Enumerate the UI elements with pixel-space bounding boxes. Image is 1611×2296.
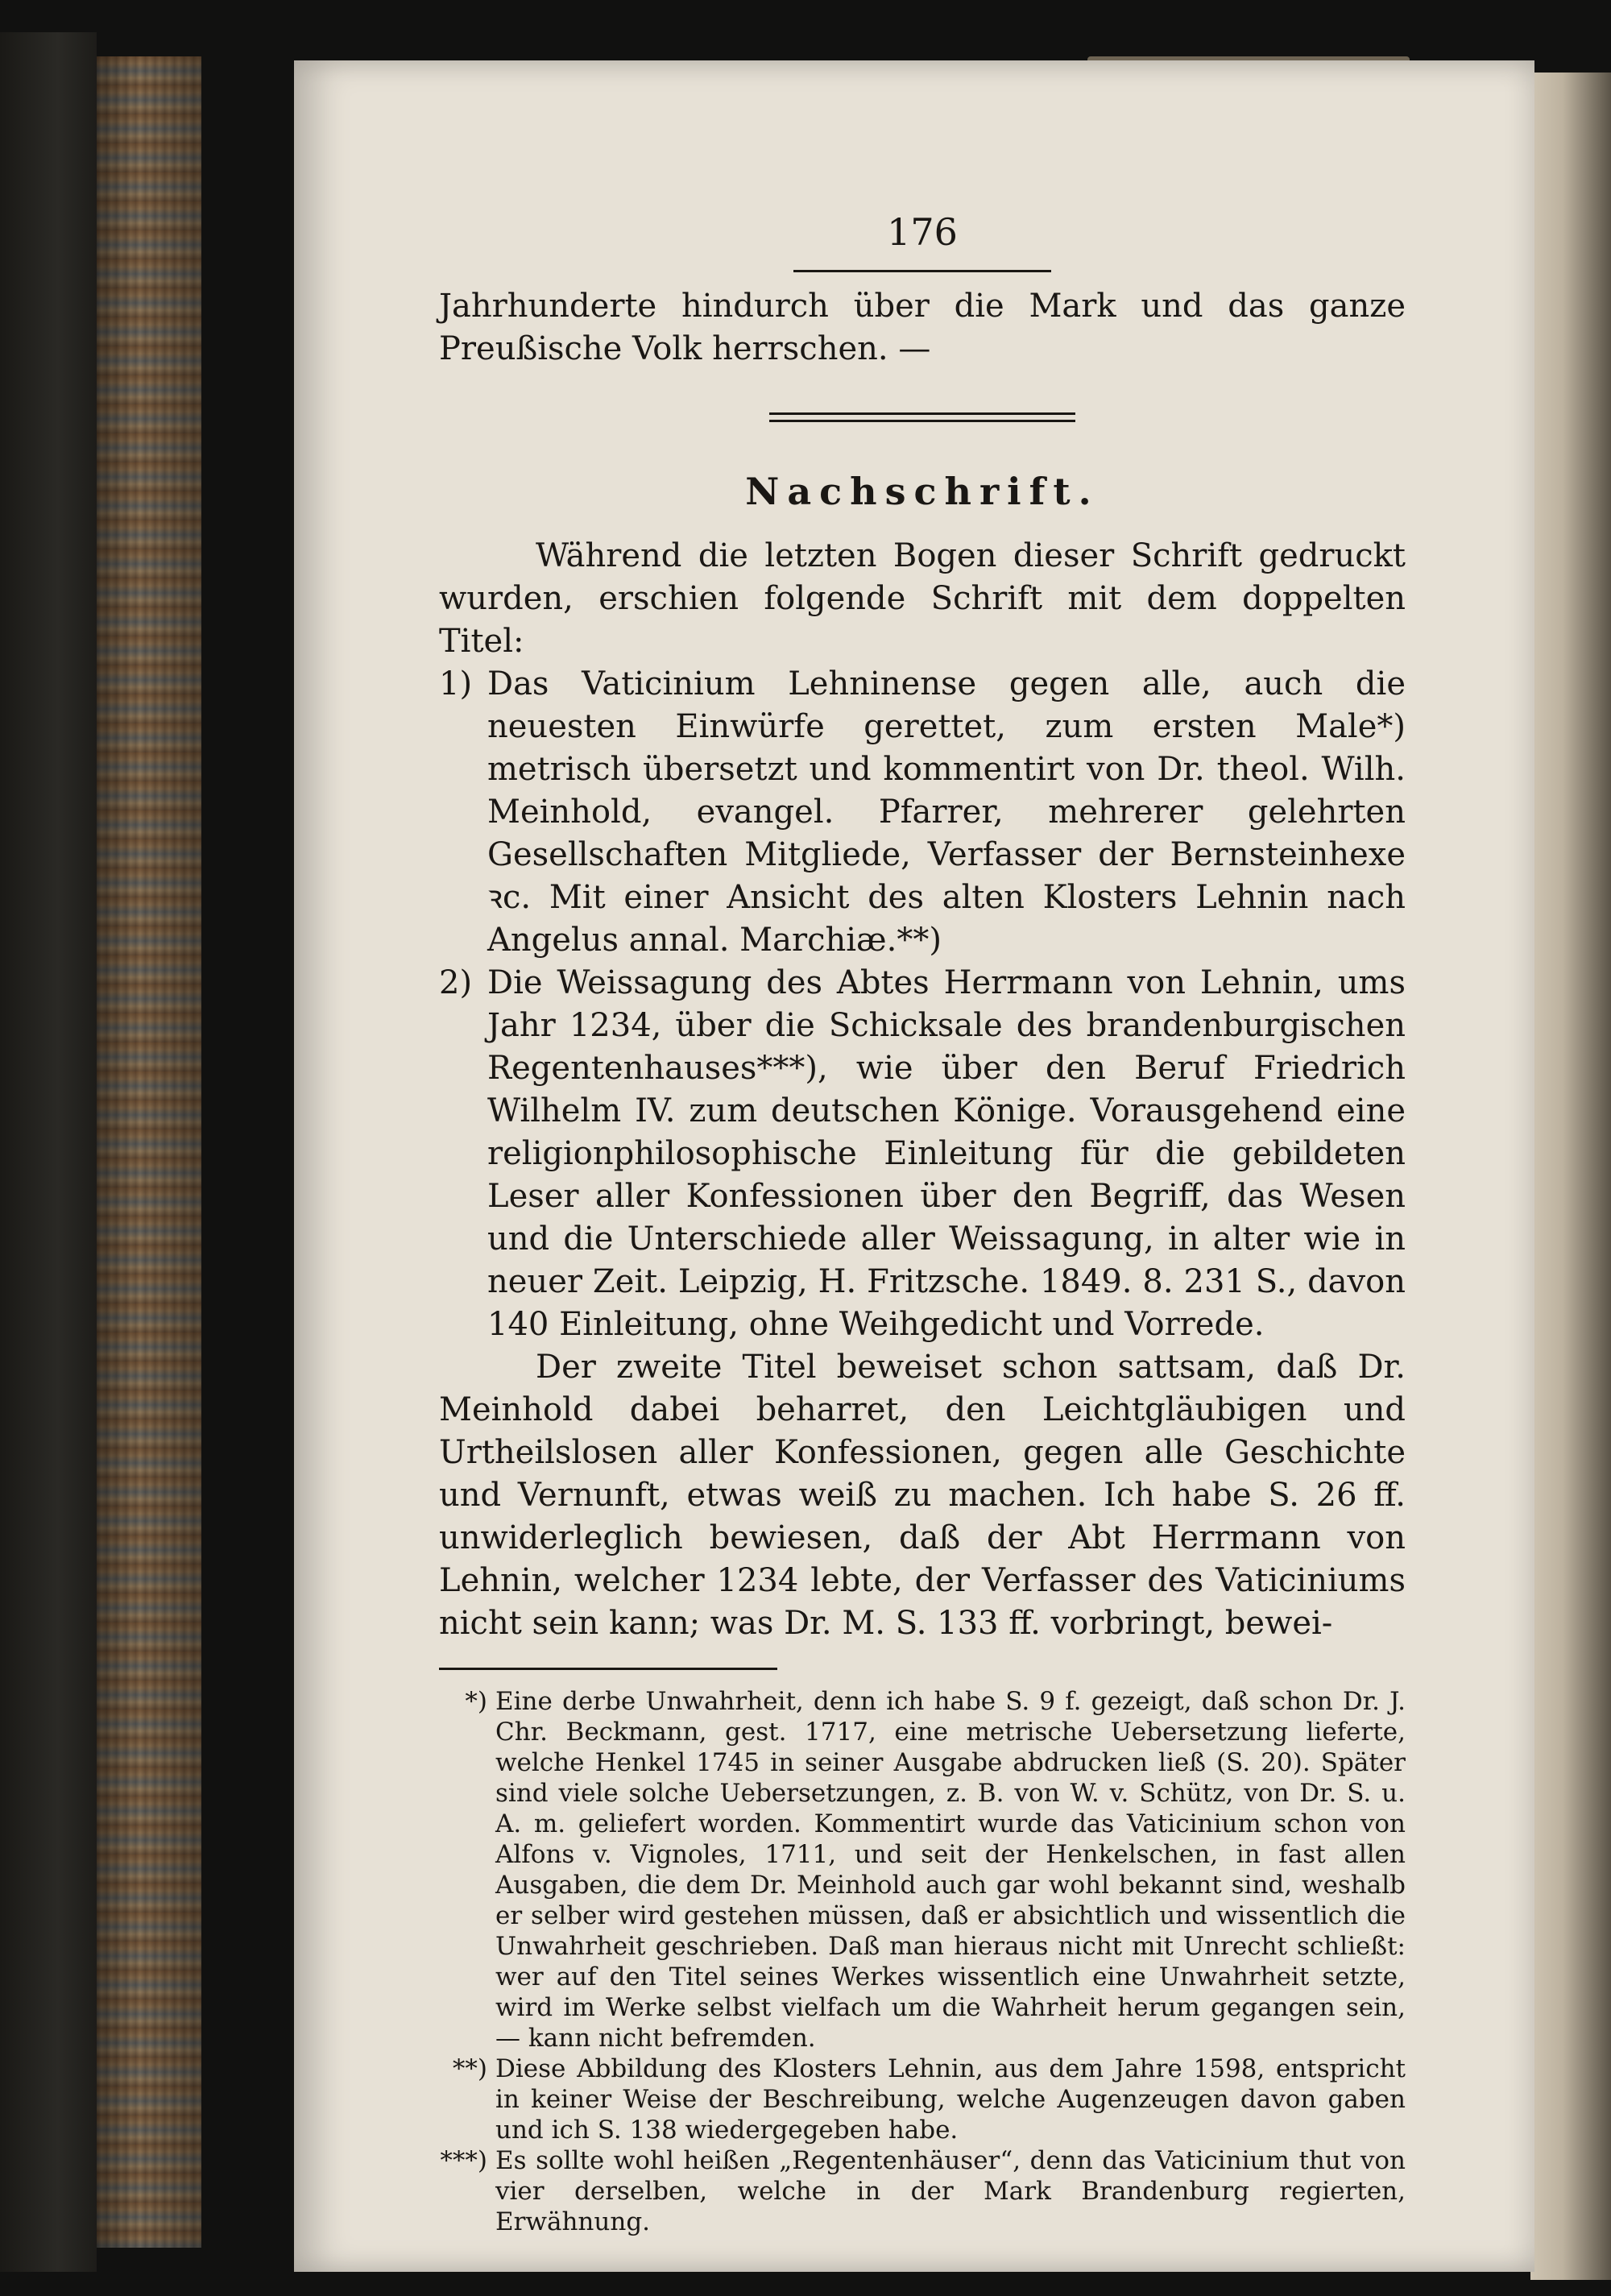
list-item-text: Das Vaticinium Lehninense gegen alle, auch die neuesten Einwürfe gerettet, zum ersten Male*) metrisch übersetzt und kommentirt von Dr. theol. Wilh. Meinhold, evangel. Pfarrer, mehrerer gelehrten Gesellschaften Mitgliede, Verfasser der Bernsteinhexe ꝛc. Mit einer Ansicht des alten Klosters Lehnin nach Angelus annal. Marchiæ.**) (487, 665, 1406, 959)
page-content (439, 210, 1406, 2237)
list-item-number: 1) (439, 665, 473, 702)
footnote (439, 2054, 1406, 2145)
footnote-text: Es sollte wohl heißen „Regentenhäuser“, denn das Vaticinium thut von vier derselben, welche in der Mark Brandenburg regierten, Erwähnung. (495, 2146, 1406, 2236)
section-divider (769, 412, 1075, 422)
facing-page-edge (1530, 73, 1611, 2280)
list-item (439, 663, 1406, 962)
footnote (439, 1686, 1406, 2054)
carryover-text: Jahrhunderte hindurch über die Mark und das ganze Preußische Volk herrschen. — (439, 288, 1406, 367)
list-item (439, 962, 1406, 1346)
footnote-mark: *) (465, 1687, 487, 1716)
footnote (439, 2145, 1406, 2237)
footnote-text: Eine derbe Unwahrheit, denn ich habe S. 9 f. gezeigt, daß schon Dr. J. Chr. Beckmann, gest. 1717, eine metrische Uebersetzung lieferte, welche Henkel 1745 in seiner Ausgabe abdrucken ließ (S. 20). Später sind viele solche Uebersetzungen, z. B. von W. v. Schütz, von Dr. S. u. A. m. geliefert worden. Kommentirt wurde das Vaticinium schon von Alfons v. Vignoles, 1711, und seit der Henkelschen, in fast allen Ausgaben, die dem Dr. Meinhold auch gar wohl bekannt sind, weshalb er selber wird gestehen müssen, daß er absichtlich und wissentlich die Unwahrheit geschrieben. Daß man hieraus nicht mit Unrecht schließt: wer auf den Titel seines Werkes wissentlich eine Unwahrheit setzte, wird im Werke selbst vielfach um die Wahrheit herum gegangen sein, — kann nicht befremden. (495, 1687, 1406, 2053)
section-title: Nachschrift. (745, 470, 1100, 513)
body-paragraph: Der zweite Titel beweiset schon sattsam, daß Dr. Meinhold dabei beharret, den Leichtgläubigen und Urtheilslosen aller Konfessionen, gegen alle Geschichte und Vernunft, etwas weiß zu machen. Ich habe S. 26 ff. unwiderleglich bewiesen, daß der Abt Herrmann von Lehnin, welcher 1234 lebte, der Verfasser des Vaticiniums nicht sein kann; was Dr. M. S. 133 ff. vorbringt, bewei- (439, 1349, 1406, 1642)
page-edge-shadow (97, 56, 201, 2248)
list-item-text: Die Weissagung des Abtes Herrmann von Lehnin, ums Jahr 1234, über die Schicksale des brandenburgischen Regentenhauses***), wie über den Beruf Friedrich Wilhelm IV. zum deutschen Könige. Vorausgehend eine religionphilosophische Einleitung für die gebildeten Leser aller Konfessionen über den Begriff, das Wesen und die Unterschiede aller Weissagung, in alter wie in neuer Zeit. Leipzig, H. Fritzsche. 1849. 8. 231 S., davon 140 Einleitung, ohne Weihgedicht und Vorrede. (487, 964, 1406, 1343)
page-number: 176 (887, 210, 958, 254)
footnote-mark: **) (452, 2054, 487, 2083)
header-rule (793, 270, 1051, 272)
intro-paragraph: Während die letzten Bogen dieser Schrift gedruckt wurden, erschien folgende Schrift mit dem doppelten Titel: (439, 537, 1406, 660)
footnote-text: Diese Abbildung des Klosters Lehnin, aus dem Jahre 1598, entspricht in keiner Weise der Beschreibung, welche Augenzeugen davon gaben und ich S. 138 wiedergegeben habe. (495, 2054, 1406, 2145)
footnote-rule (439, 1668, 777, 1670)
footnote-mark: ***) (440, 2146, 487, 2175)
book-page (294, 60, 1534, 2272)
book-cover-edge (0, 32, 97, 2272)
list-item-number: 2) (439, 964, 473, 1001)
